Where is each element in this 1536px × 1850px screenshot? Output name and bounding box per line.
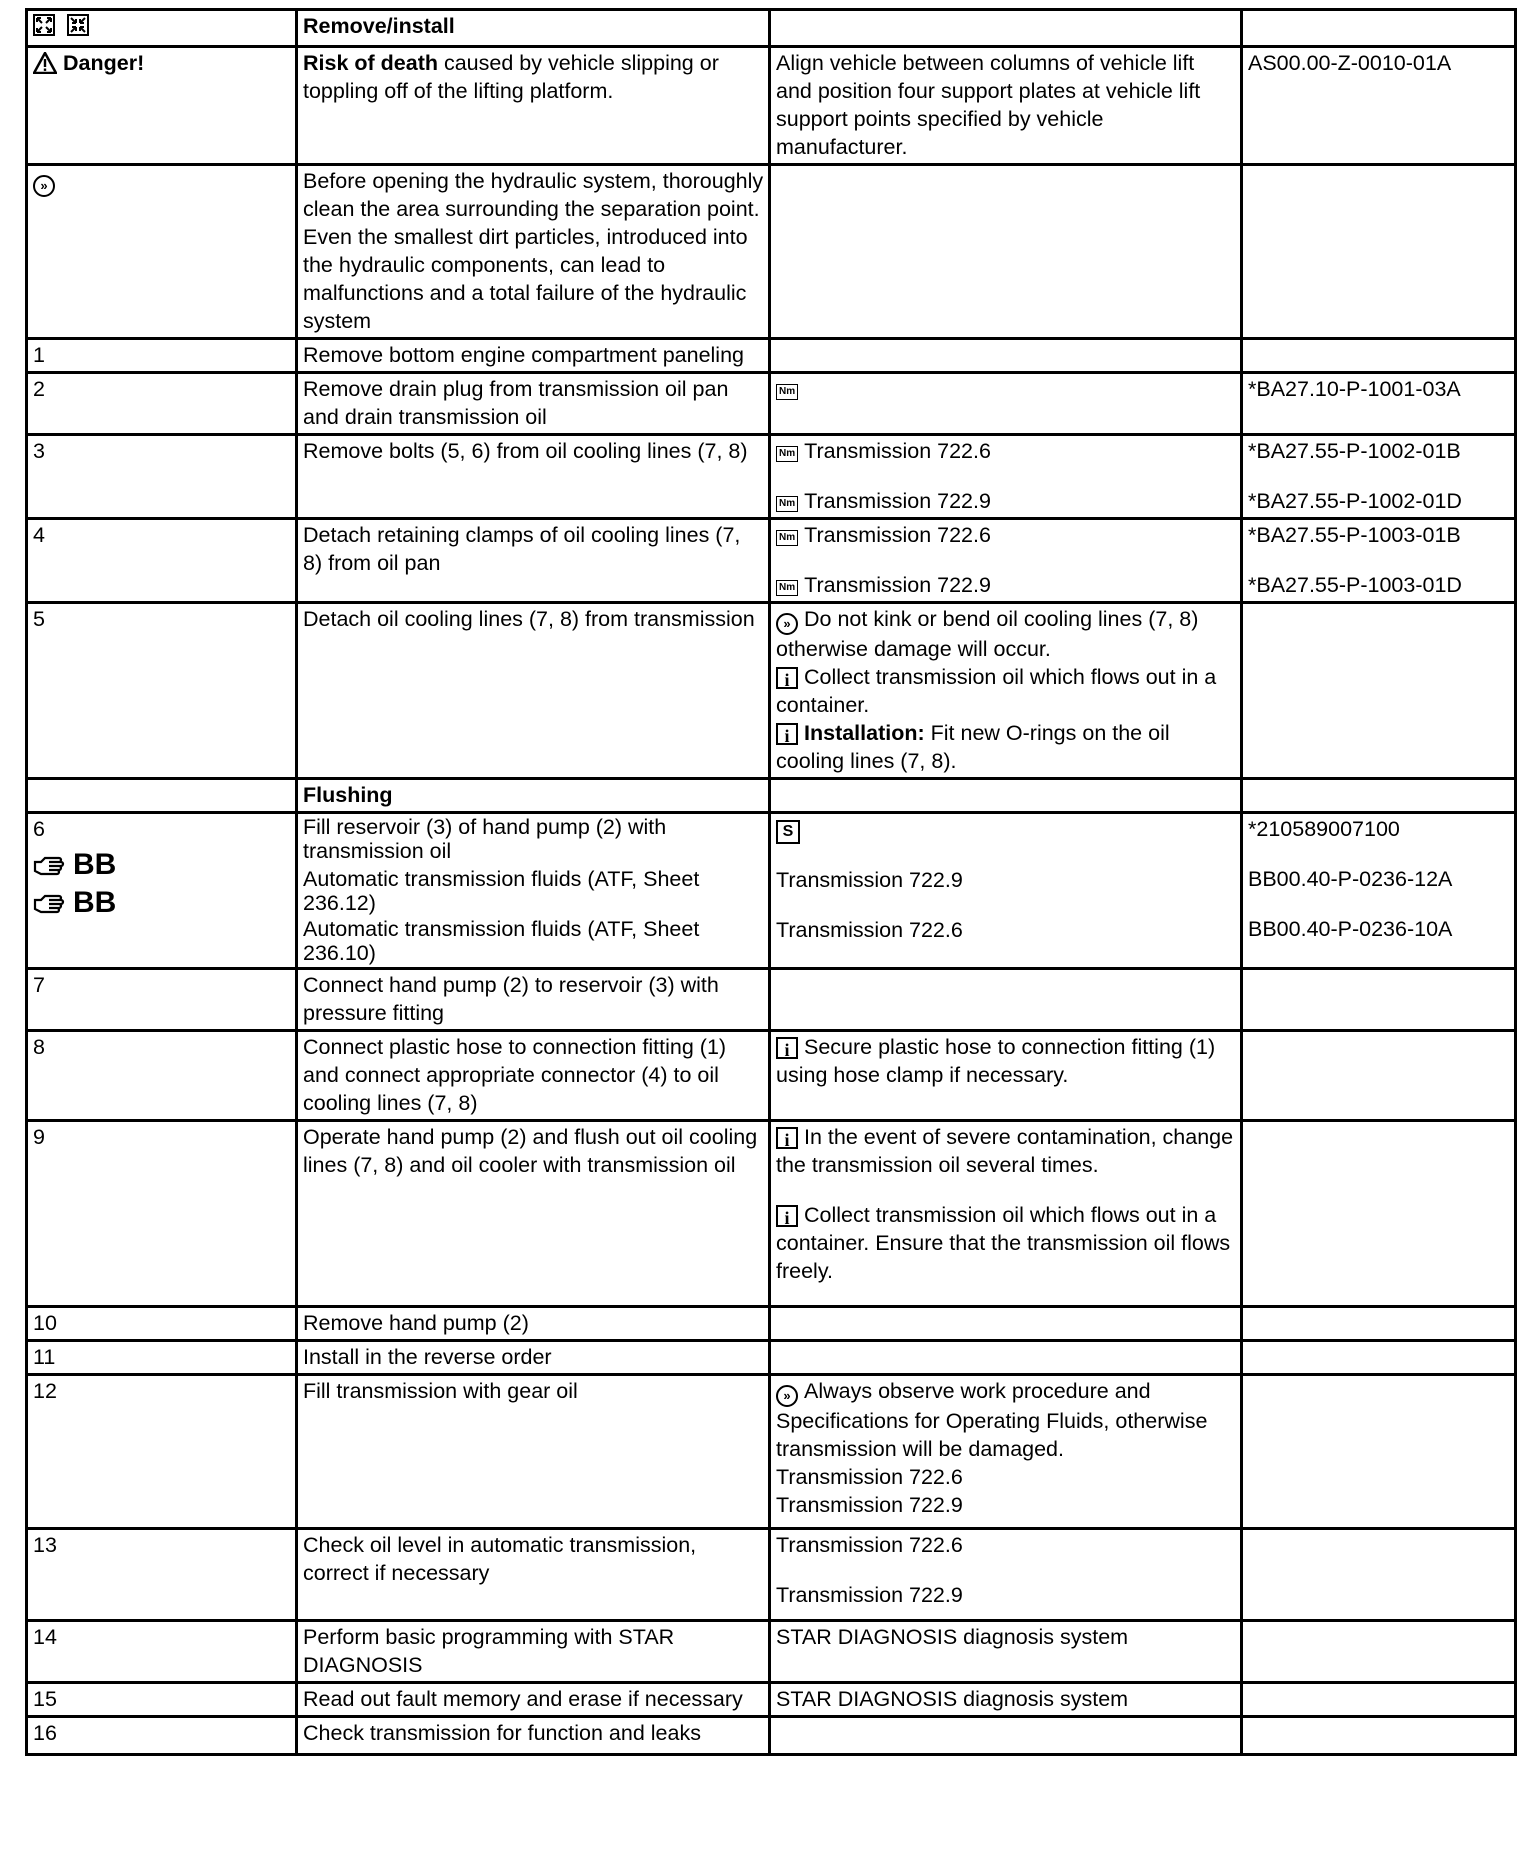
step-row bbox=[27, 435, 1516, 519]
info-label: Installation: bbox=[804, 721, 925, 745]
step-row bbox=[27, 1341, 1516, 1375]
step-number: 15 bbox=[27, 1683, 297, 1717]
step-text: Perform basic programming with STAR DIAGNOSIS bbox=[297, 1621, 770, 1683]
variant-label: Transmission 722.6 bbox=[776, 1533, 963, 1557]
fluid-spec: Automatic transmission fluids (ATF, Sheet 236.10) bbox=[303, 917, 700, 965]
step-text: Detach retaining clamps of oil cooling lines (7, 8) from oil pan bbox=[297, 519, 770, 603]
info-icon: i bbox=[776, 723, 798, 745]
step-text: Operate hand pump (2) and flush out oil cooling lines (7, 8) and oil cooler with transmission oil bbox=[297, 1121, 770, 1307]
step-row bbox=[27, 1121, 1516, 1307]
variant-label: Transmission 722.9 bbox=[776, 1583, 963, 1607]
hydraulic-note-text: Before opening the hydraulic system, thoroughly clean the area surrounding the separation point. Even the smallest dirt particles, introduced into the hydraulic components, can lead to malfunctions and a total failure of the hydraulic system bbox=[297, 165, 770, 339]
note-icon: » bbox=[776, 1385, 798, 1407]
torque-icon[interactable]: Nm bbox=[776, 530, 798, 546]
expand-icon[interactable] bbox=[33, 14, 55, 43]
info-text: Collect transmission oil which flows out in a container. bbox=[776, 665, 1217, 717]
info-text: Fit new O-rings on the oil cooling lines (7, 8). bbox=[776, 721, 1170, 773]
reference-link[interactable]: BB00.40-P-0236-10A bbox=[1248, 917, 1453, 941]
flushing-row bbox=[27, 779, 1516, 813]
step-number: 9 bbox=[27, 1121, 297, 1307]
note-icon: » bbox=[33, 175, 55, 197]
step-text: Connect hand pump (2) to reservoir (3) with pressure fitting bbox=[297, 969, 770, 1031]
bb-label[interactable]: BB bbox=[73, 886, 117, 919]
step-row bbox=[27, 603, 1516, 779]
variant-label: Transmission 722.9 bbox=[776, 1493, 963, 1517]
step-row bbox=[27, 1375, 1516, 1529]
step-row bbox=[27, 1683, 1516, 1717]
step-number: 5 bbox=[27, 603, 297, 779]
step-text: Connect plastic hose to connection fitting (1) and connect appropriate connector (4) to oil cooling lines (7, 8) bbox=[297, 1031, 770, 1121]
reference-link[interactable]: BB00.40-P-0236-12A bbox=[1248, 867, 1453, 891]
procedure-table bbox=[25, 8, 1517, 1756]
step-row bbox=[27, 813, 1516, 969]
variant-label: Transmission 722.6 bbox=[804, 439, 991, 463]
step-row bbox=[27, 1307, 1516, 1341]
note-icon: » bbox=[776, 613, 798, 635]
step-text: Check transmission for function and leaks bbox=[297, 1717, 770, 1755]
fluid-spec: Automatic transmission fluids (ATF, Sheet 236.12) bbox=[303, 867, 700, 915]
variant-label: Transmission 722.6 bbox=[776, 918, 963, 942]
reference-link[interactable]: *BA27.55-P-1002-01D bbox=[1248, 489, 1462, 513]
reference-link[interactable]: *BA27.55-P-1003-01D bbox=[1248, 573, 1462, 597]
step-row bbox=[27, 339, 1516, 373]
step-number: 12 bbox=[27, 1375, 297, 1529]
step-number: 13 bbox=[27, 1529, 297, 1621]
danger-row bbox=[27, 47, 1516, 165]
bb-label[interactable]: BB bbox=[73, 848, 117, 881]
torque-icon[interactable]: Nm bbox=[776, 496, 798, 512]
step-number: 11 bbox=[27, 1341, 297, 1375]
hydraulic-note-row bbox=[27, 165, 1516, 339]
step-text: Remove bottom engine compartment paneling bbox=[297, 339, 770, 373]
step-number: 3 bbox=[27, 435, 297, 519]
step-number: 2 bbox=[27, 373, 297, 435]
variant-label: Transmission 722.9 bbox=[804, 573, 991, 597]
step-text: Read out fault memory and erase if necessary bbox=[297, 1683, 770, 1717]
variant-label: Transmission 722.6 bbox=[804, 523, 991, 547]
note-text: Do not kink or bend oil cooling lines (7, 8) otherwise damage will occur. bbox=[776, 607, 1199, 661]
step-text: Fill reservoir (3) of hand pump (2) with transmission oil bbox=[303, 815, 667, 863]
step-number: 14 bbox=[27, 1621, 297, 1683]
danger-instruction: Align vehicle between columns of vehicle lift and position four support plates at vehicle lift support points specified by vehicle manufacturer. bbox=[770, 47, 1242, 165]
pointing-hand-icon bbox=[33, 894, 67, 923]
special-tool-icon[interactable]: S bbox=[776, 820, 800, 844]
info-text: Collect transmission oil which flows out in a container. Ensure that the transmission oil flows freely. bbox=[776, 1203, 1231, 1283]
danger-reference-link[interactable]: AS00.00-Z-0010-01A bbox=[1242, 47, 1516, 165]
diagnosis-tool: STAR DIAGNOSIS diagnosis system bbox=[770, 1621, 1242, 1683]
diagnosis-tool: STAR DIAGNOSIS diagnosis system bbox=[770, 1683, 1242, 1717]
danger-label: Danger! bbox=[63, 51, 145, 75]
step-text: Detach oil cooling lines (7, 8) from transmission bbox=[297, 603, 770, 779]
variant-label: Transmission 722.9 bbox=[804, 489, 991, 513]
reference-link[interactable]: *BA27.10-P-1001-03A bbox=[1242, 373, 1516, 435]
info-text: In the event of severe contamination, change the transmission oil several times. bbox=[776, 1125, 1234, 1177]
info-icon: i bbox=[776, 667, 798, 689]
risk-heading: Risk of death bbox=[303, 51, 438, 75]
step-row bbox=[27, 1621, 1516, 1683]
variant-label: Transmission 722.9 bbox=[776, 868, 963, 892]
step-text: Fill transmission with gear oil bbox=[297, 1375, 770, 1529]
expand-collapse-cell bbox=[27, 10, 297, 47]
step-row bbox=[27, 969, 1516, 1031]
step-number: 8 bbox=[27, 1031, 297, 1121]
torque-icon[interactable]: Nm bbox=[776, 384, 798, 400]
torque-icon[interactable]: Nm bbox=[776, 446, 798, 462]
warning-triangle-icon bbox=[33, 52, 57, 81]
step-text: Remove bolts (5, 6) from oil cooling lines (7, 8) bbox=[297, 435, 770, 519]
step-row bbox=[27, 1031, 1516, 1121]
reference-link[interactable]: *BA27.55-P-1002-01B bbox=[1248, 439, 1461, 463]
torque-icon[interactable]: Nm bbox=[776, 580, 798, 596]
step-text: Check oil level in automatic transmission, correct if necessary bbox=[297, 1529, 770, 1621]
section-title: Remove/install bbox=[297, 10, 770, 47]
variant-label: Transmission 722.6 bbox=[776, 1465, 963, 1489]
step-number: 10 bbox=[27, 1307, 297, 1341]
risk-text: caused by vehicle slipping or toppling off of the lifting platform. bbox=[303, 51, 719, 103]
reference-link[interactable]: *210589007100 bbox=[1248, 817, 1400, 841]
subsection-title: Flushing bbox=[297, 779, 770, 813]
step-row bbox=[27, 373, 1516, 435]
info-icon: i bbox=[776, 1037, 798, 1059]
collapse-icon[interactable] bbox=[67, 14, 89, 43]
step-number: 16 bbox=[27, 1717, 297, 1755]
reference-link[interactable]: *BA27.55-P-1003-01B bbox=[1248, 523, 1461, 547]
info-icon: i bbox=[776, 1205, 798, 1227]
note-text: Always observe work procedure and Specifications for Operating Fluids, otherwise transmission will be damaged. bbox=[776, 1379, 1208, 1461]
step-row bbox=[27, 1717, 1516, 1755]
step-row bbox=[27, 1529, 1516, 1621]
step-number: 7 bbox=[27, 969, 297, 1031]
step-number: 4 bbox=[27, 519, 297, 603]
info-icon: i bbox=[776, 1127, 798, 1149]
step-text: Remove hand pump (2) bbox=[297, 1307, 770, 1341]
step-text: Remove drain plug from transmission oil pan and drain transmission oil bbox=[297, 373, 770, 435]
step-number: 1 bbox=[27, 339, 297, 373]
step-text: Install in the reverse order bbox=[297, 1341, 770, 1375]
step-number: 6 bbox=[33, 817, 45, 841]
header-row bbox=[27, 10, 1516, 47]
info-text: Secure plastic hose to connection fitting (1) using hose clamp if necessary. bbox=[776, 1035, 1216, 1087]
pointing-hand-icon bbox=[33, 856, 67, 885]
step-row bbox=[27, 519, 1516, 603]
